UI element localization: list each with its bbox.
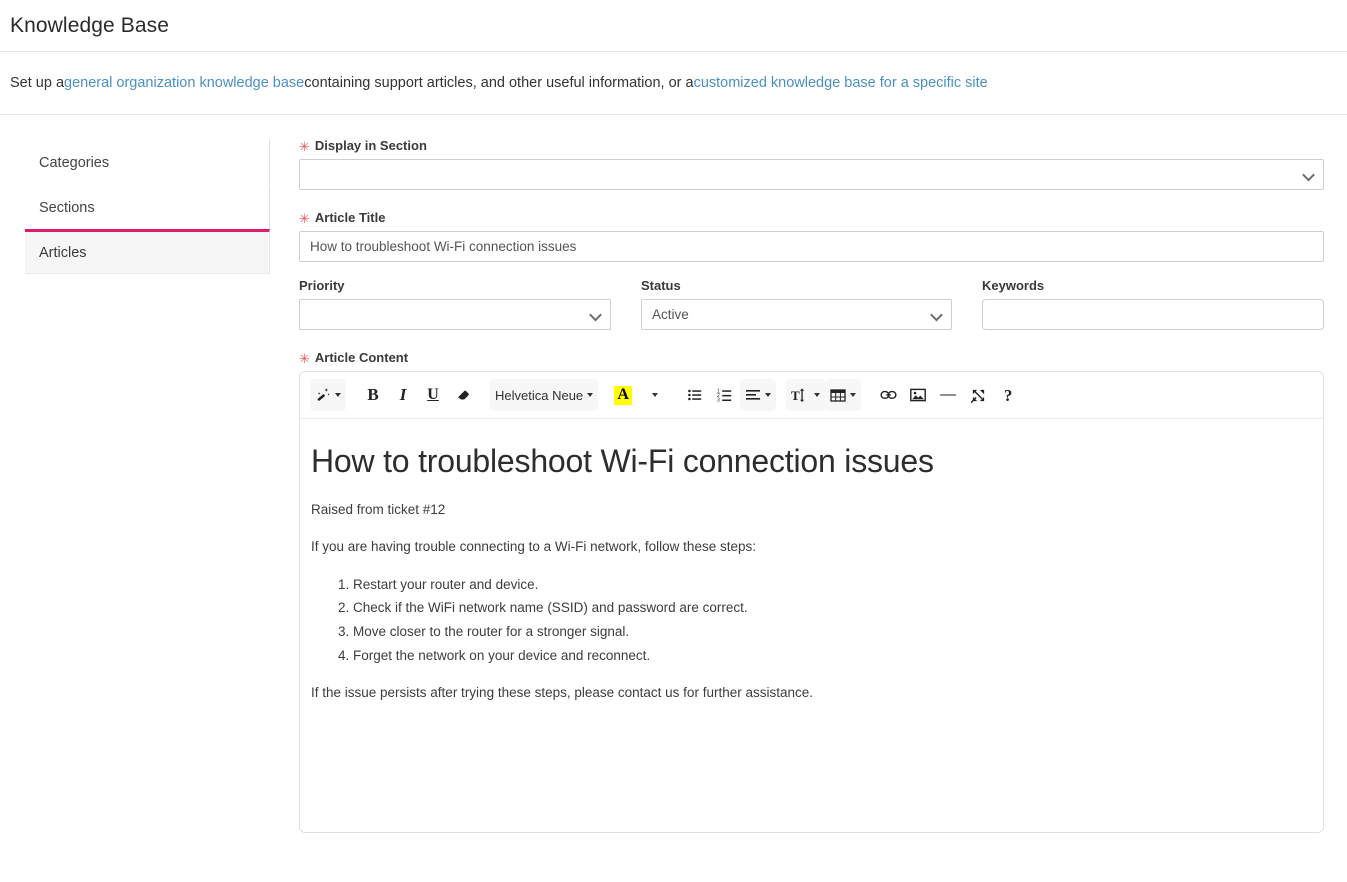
chevron-down-icon — [765, 393, 771, 397]
page-header — [0, 0, 1347, 52]
rich-text-editor — [299, 371, 1324, 833]
article-subline: Raised from ticket #12 — [311, 501, 446, 517]
editor-toolbar — [300, 372, 1323, 419]
svg-text:3: 3 — [717, 397, 720, 403]
page-description — [0, 52, 1347, 115]
magic-wand-icon[interactable] — [310, 379, 346, 411]
status-select[interactable] — [641, 299, 952, 330]
list-item: 1. Restart your router and device. — [353, 575, 1311, 595]
required-asterisk-icon: ✳ — [299, 351, 310, 366]
chevron-down-icon — [587, 393, 593, 397]
horizontal-rule-button[interactable]: — — [940, 386, 957, 403]
status-label — [641, 279, 952, 292]
underline-button[interactable]: U — [427, 386, 439, 403]
table-dropdown[interactable] — [825, 379, 861, 411]
clear-format-icon[interactable] — [448, 379, 478, 411]
article-title-label — [299, 211, 1324, 224]
sidebar-item-label: Categories — [39, 154, 110, 171]
field-article-title — [299, 211, 1324, 262]
svg-text:1: 1 — [717, 388, 720, 395]
chevron-down-icon — [652, 393, 658, 397]
font-family-dropdown[interactable]: Helvetica Neue — [490, 379, 598, 411]
label-text: Display in Section — [314, 138, 427, 153]
label-text: Status — [641, 278, 681, 293]
editor-content-area[interactable] — [300, 419, 1323, 832]
priority-label — [299, 279, 611, 292]
text-highlight-color-button[interactable]: A — [608, 379, 638, 411]
description-middle: containing support articles, and other useful information, or a — [304, 75, 694, 91]
description-prefix: Set up a — [10, 75, 65, 91]
sidebar-item-label: Sections — [39, 199, 95, 216]
list-item: 3. Move closer to the router for a stronger signal. — [353, 622, 1311, 642]
article-content-label — [299, 351, 1324, 364]
text-highlight-color-dropdown[interactable] — [638, 379, 668, 411]
article-title-input[interactable] — [299, 231, 1324, 262]
svg-text:2: 2 — [717, 393, 720, 399]
ordered-list-button[interactable] — [710, 379, 740, 411]
svg-text:T: T — [791, 387, 800, 403]
field-status — [641, 279, 952, 330]
sidebar-item-articles[interactable] — [25, 229, 270, 274]
insert-image-button[interactable] — [903, 379, 933, 411]
italic-button[interactable]: I — [399, 385, 407, 404]
required-asterisk-icon: ✳ — [299, 139, 310, 154]
display-in-section-label — [299, 139, 1324, 152]
label-text: Priority — [299, 278, 345, 293]
article-intro: If you are having trouble connecting to a Wi-Fi network, follow these steps: — [311, 539, 756, 555]
unordered-list-button[interactable] — [680, 379, 710, 411]
label-text: Article Title — [314, 210, 386, 225]
priority-select[interactable] — [299, 299, 611, 330]
fullscreen-button[interactable] — [963, 379, 993, 411]
customized-knowledge-base-link[interactable]: customized knowledge base for a specific site — [693, 75, 988, 91]
field-display-in-section — [299, 139, 1324, 190]
list-item: 2. Check if the WiFi network name (SSID) and password are correct. — [353, 598, 1311, 618]
page-title: Knowledge Base — [10, 13, 170, 37]
page-body — [0, 115, 1347, 833]
field-priority — [299, 279, 611, 330]
keywords-label — [982, 279, 1324, 292]
field-article-content — [299, 351, 1324, 833]
label-text: Article Content — [314, 350, 409, 365]
general-knowledge-base-link[interactable]: general organization knowledge base — [64, 75, 305, 91]
article-outro: If the issue persists after trying these steps, please contact us for further assistance. — [311, 685, 813, 701]
required-asterisk-icon: ✳ — [299, 211, 310, 226]
field-keywords — [982, 279, 1324, 330]
align-dropdown[interactable] — [740, 379, 776, 411]
help-button[interactable]: ? — [1003, 385, 1013, 405]
sidebar-item-categories[interactable] — [25, 139, 270, 184]
sidebar-item-label: Articles — [39, 244, 87, 261]
sidebar-nav — [25, 139, 270, 274]
insert-link-button[interactable] — [873, 379, 903, 411]
article-steps-list — [311, 575, 1311, 665]
list-item: 4. Forget the network on your device and reconnect. — [353, 646, 1311, 666]
article-form — [299, 139, 1347, 833]
display-in-section-select[interactable] — [299, 159, 1324, 190]
text-size-dropdown[interactable] — [786, 379, 825, 411]
chevron-down-icon — [850, 393, 856, 397]
keywords-input[interactable] — [982, 299, 1324, 330]
bold-button[interactable]: B — [367, 385, 379, 404]
meta-row — [299, 279, 1324, 330]
sidebar-item-sections[interactable] — [25, 184, 270, 229]
label-text: Keywords — [982, 278, 1045, 293]
chevron-down-icon — [814, 393, 820, 397]
chevron-down-icon — [335, 393, 341, 397]
article-heading: How to troubleshoot Wi-Fi connection issues — [311, 443, 934, 479]
